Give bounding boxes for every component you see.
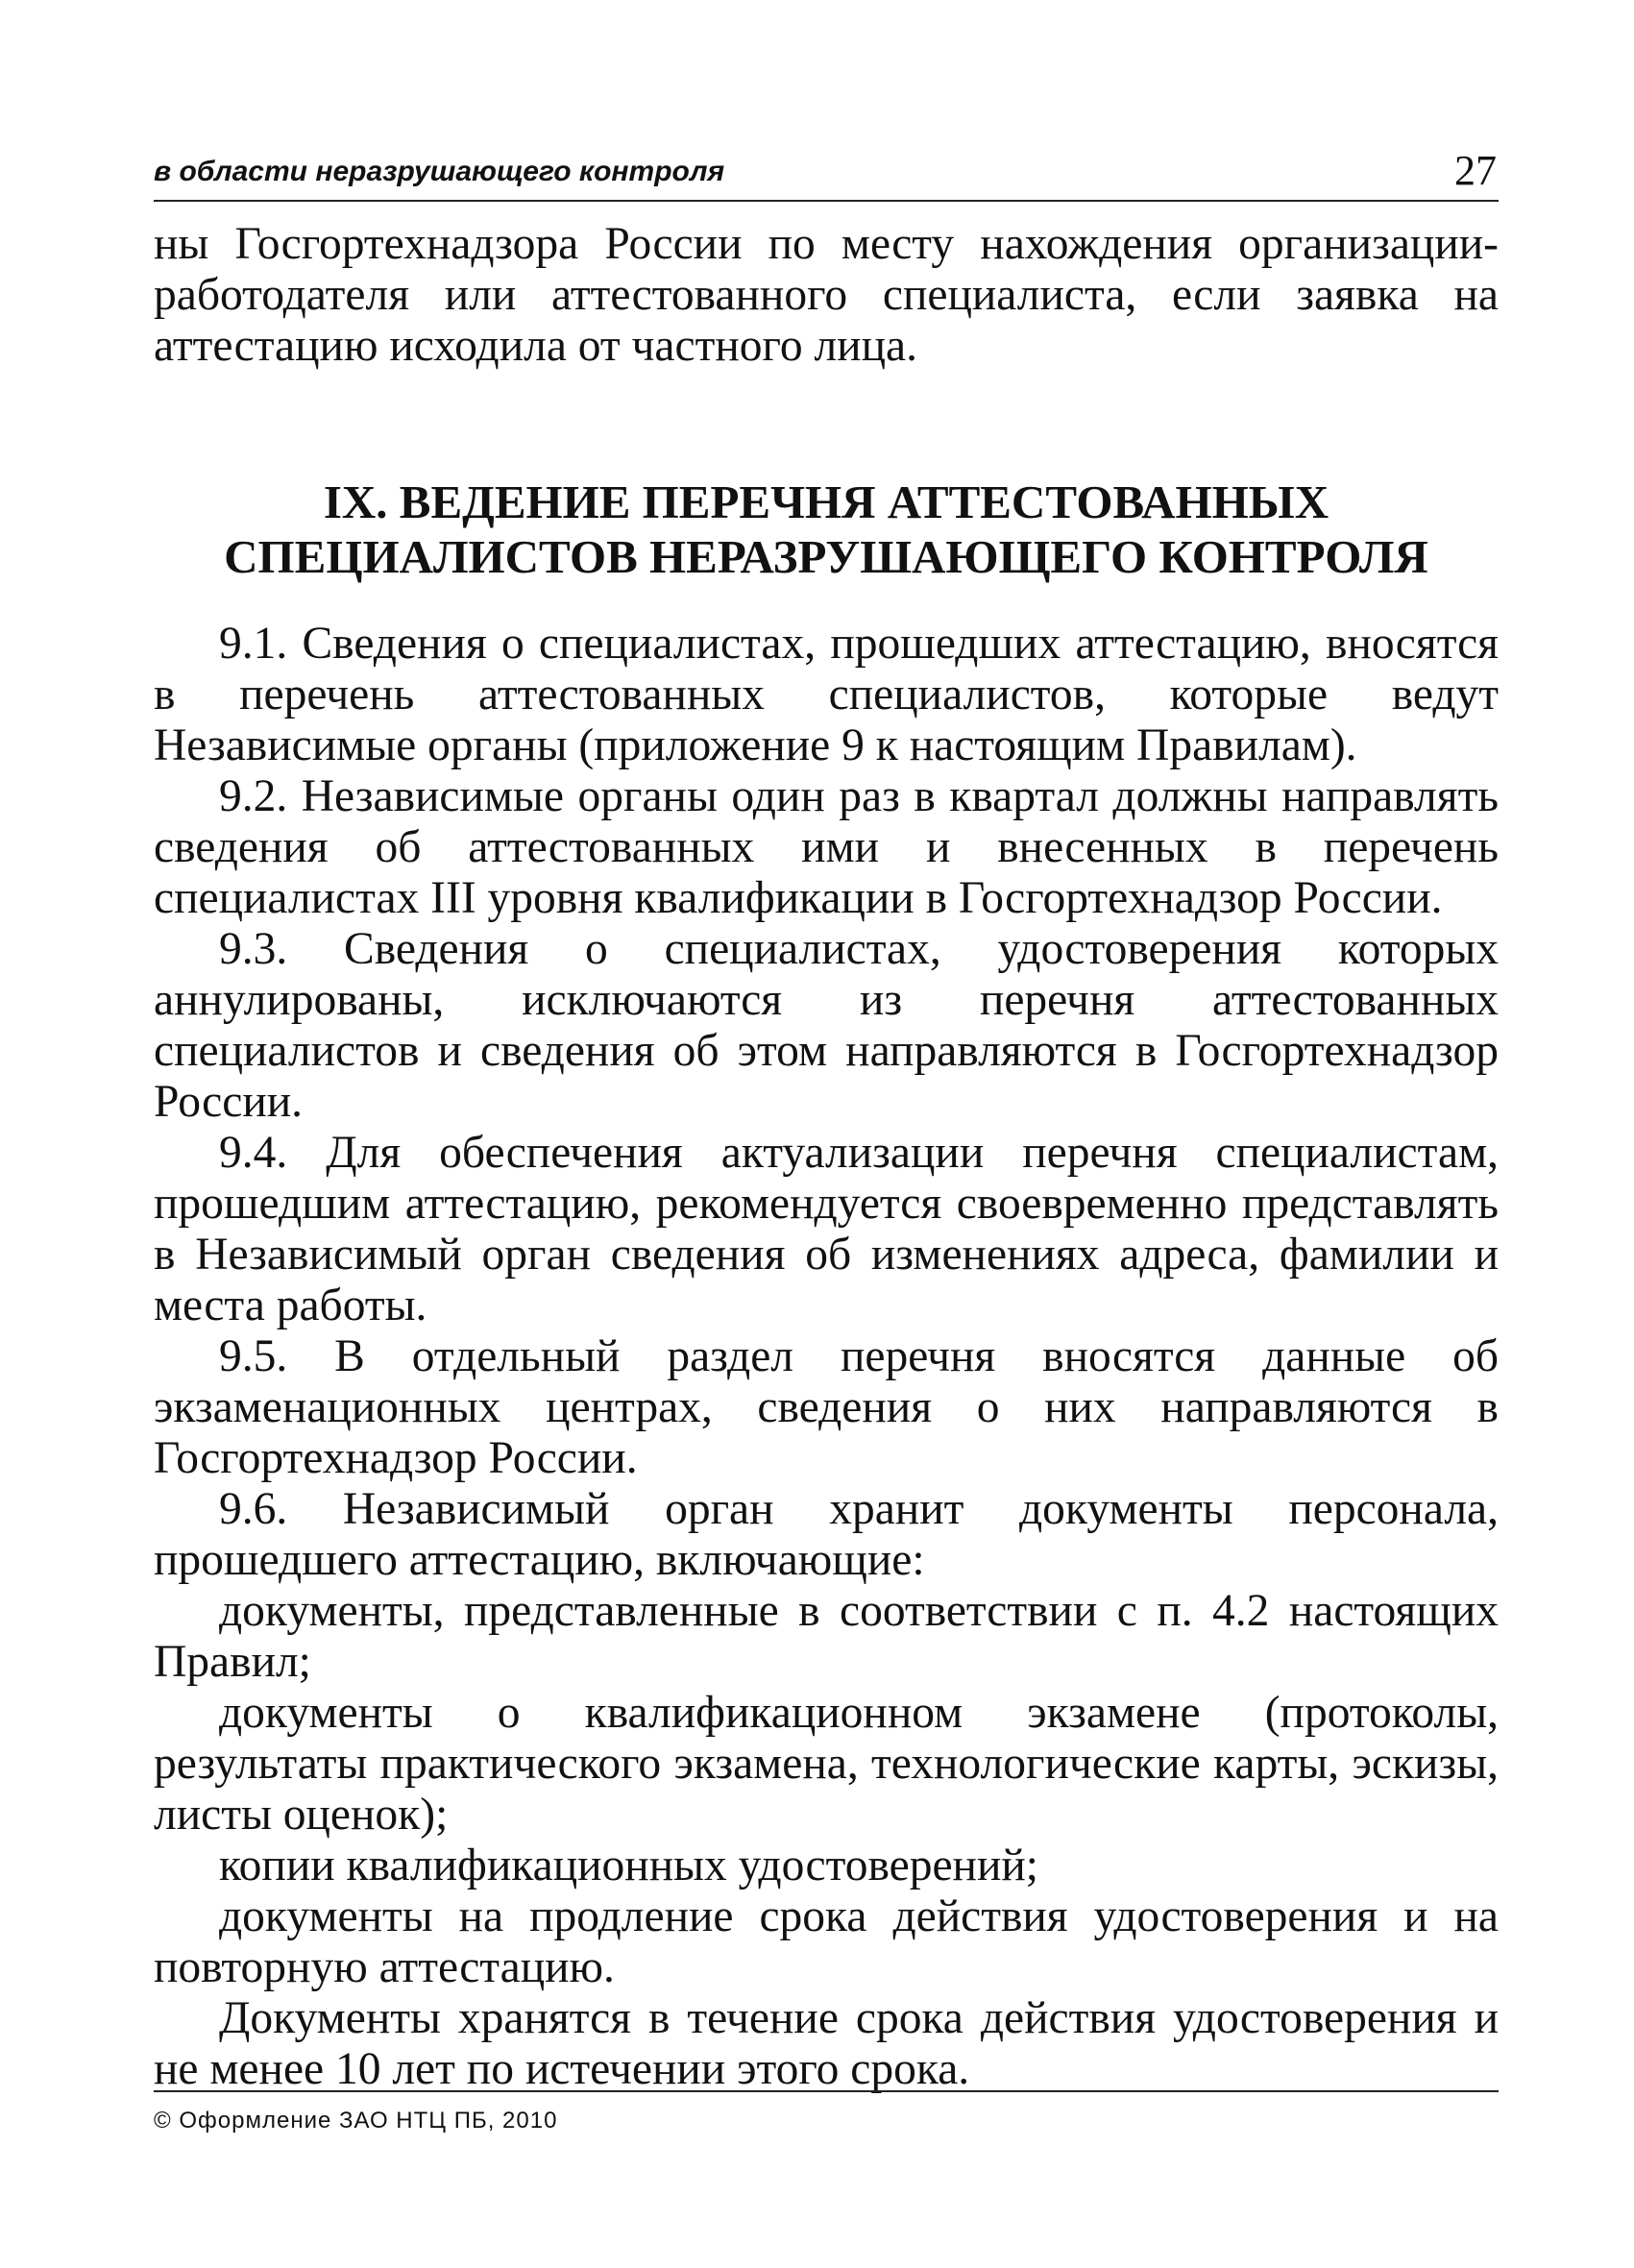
page-header: [154, 147, 1499, 202]
page-content: [154, 219, 1499, 2095]
storage-period-paragraph: Документы хранятся в течение срока действия удостоверения и не менее 10 лет по истечении этого срока.: [154, 1993, 1499, 2094]
list-item-documents-submitted: документы, представленные в соответствии с п. 4.2 настоящих Правил;: [154, 1586, 1499, 1687]
page-number: 27: [1454, 147, 1497, 194]
page-footer: [154, 2090, 1499, 2134]
paragraph-9-4: 9.4. Для обеспечения актуализации перечня специалистам, прошедшим аттестацию, рекомендуется своевременно представлять в Независимый орган сведения об изменениях адреса, фамилии и места работы.: [154, 1128, 1499, 1330]
section-title-line-2: СПЕЦИАЛИСТОВ НЕРАЗРУШАЮЩЕГО КОНТРОЛЯ: [224, 530, 1428, 583]
copyright-text: © Оформление ЗАО НТЦ ПБ, 2010: [154, 2108, 558, 2134]
paragraph-9-5: 9.5. В отдельный раздел перечня вносятся данные об экзаменационных центрах, сведения о них направляются в Госгортехнадзор России.: [154, 1331, 1499, 1483]
paragraph-9-3: 9.3. Сведения о специалистах, удостоверения которых аннулированы, исключаются из перечня аттестованных специалистов и сведения об этом направляются в Госгортехнадзор России.: [154, 924, 1499, 1127]
paragraph-9-1: 9.1. Сведения о специалистах, прошедших аттестацию, вносятся в перечень аттестованных специалистов, которые ведут Независимые органы (приложение 9 к настоящим Правилам).: [154, 619, 1499, 770]
list-item-exam-documents: документы о квалификационном экзамене (протоколы, результаты практического экзамена, технологические карты, эскизы, листы оценок);: [154, 1688, 1499, 1840]
paragraph-9-2: 9.2. Независимые органы один раз в квартал должны направлять сведения об аттестованных ими и внесенных в перечень специалистах III уровня квалификации в Госгортехнадзор России.: [154, 771, 1499, 923]
list-item-renewal-documents: документы на продление срока действия удостоверения и на повторную аттестацию.: [154, 1891, 1499, 1992]
running-header-title: в области неразрушающего контроля: [154, 156, 725, 187]
paragraph-9-6: 9.6. Независимый орган хранит документы персонала, прошедшего аттестацию, включающие:: [154, 1484, 1499, 1585]
section-title-line-1: IX. ВЕДЕНИЕ ПЕРЕЧНЯ АТТЕСТОВАННЫХ: [323, 476, 1329, 528]
intro-paragraph: ны Госгортехнадзора России по месту нахождения организации-работодателя или аттестованного специалиста, если заявка на аттестацию исходила от частного лица.: [154, 219, 1499, 371]
section-title: [154, 475, 1499, 584]
list-item-certificate-copies: копии квалификационных удостоверений;: [219, 1841, 1039, 1890]
